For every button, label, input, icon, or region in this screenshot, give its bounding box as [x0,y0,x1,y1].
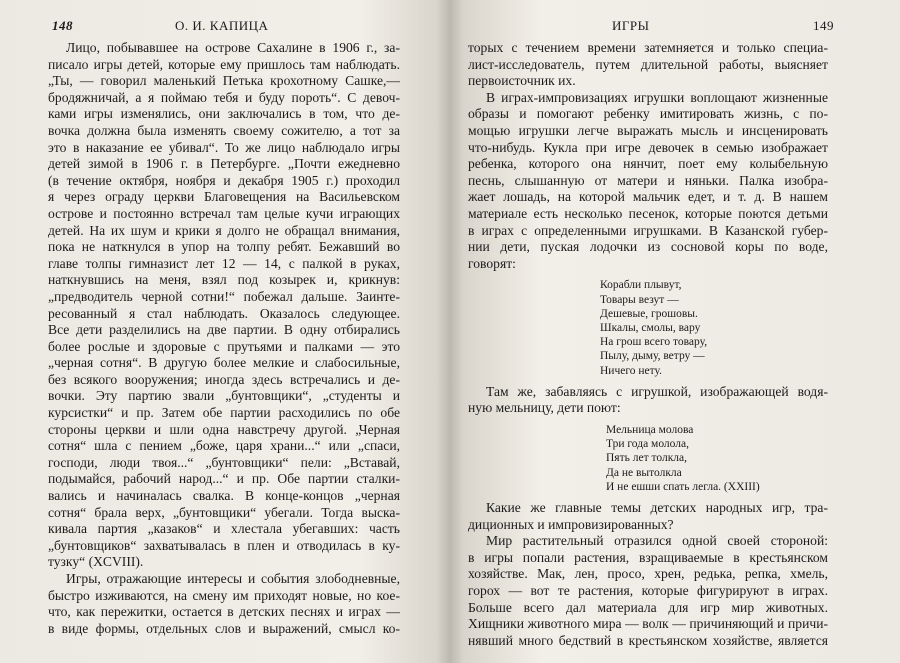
text-block [468,500,828,649]
text-line: пока не наткнулся в упор на толпу ребят. Бежавший во [48,239,400,255]
left-page-header [0,18,440,38]
text-line: образы и помогают ребенку имитировать жизнь, с по- [468,106,828,122]
text-line: детей. На их шум и крики я долго не обращал внимания, [48,222,400,238]
text-line: говорят: [468,255,516,271]
text-line: что, как пережитки, остается в детских песнях и играх — [48,604,400,620]
verse-line: Да не вытолкла [606,466,682,479]
text-line: „бунтовщиков“ захватывалась в плен и отводилась в ку- [48,537,400,553]
right-page-text [468,40,828,649]
text-line: курсистки“ и пр. Затем обе партии расходились по обе [48,405,400,421]
right-page-header [460,18,900,38]
text-line: лист-исследователь, путем длительной работы, выясняет [468,56,828,72]
verse-block [606,423,828,494]
text-line: (в течение октября, ноября и декабря 1905 г.) проходил [48,172,400,188]
text-line: это в наказание ее убивал“. То же лицо наблюдало игры [48,139,400,155]
verse-line: На грош всего товару, [600,336,708,349]
page-number: 148 [52,18,73,33]
page-number: 149 [813,18,834,33]
left-page-text [48,40,400,637]
verse-line: И не ешши спать легла. (XXIII) [606,480,760,493]
text-line: ками игры изменялись, они заключались в том, что де- [48,106,400,122]
text-line: диционных и импровизированных? [468,516,674,532]
running-head: О. И. КАПИЦА [175,18,269,33]
text-line: вочка должна была изменять своему сожителю, а тот за [48,122,400,138]
text-line: сотня“ брала верх, „бунтовщики“ убегали. Тогда выска- [48,504,400,520]
text-line: сотня“ шла с пением „боже, царя храни...“ или „спаси, [48,438,400,454]
verse-block [600,278,828,377]
text-line: нявший много бедствий в крестьянском хозяйстве, является [468,632,828,648]
text-line: тузку“ (XCVIII). [48,554,144,570]
text-line: что-нибудь. Кукла при игре девочек в семью изображает [468,139,828,155]
text-line: Все дети разделились на две партии. В одну отбирались [48,322,400,338]
verse-line: Шкалы, смолы, вару [600,321,701,334]
text-line: материале есть несколько песенок, которые поются детьми [468,205,828,221]
text-line: острове и постоянно встречал там целые кучи играющих [48,205,400,221]
text-block [468,40,828,272]
right-page [460,0,900,663]
text-line: первоисточник их. [468,73,576,89]
text-line: мощью игрушки легче выражать мысль и инсценировать [468,122,828,138]
text-block [468,384,828,417]
verse-line: Ничего нету. [600,364,663,377]
text-line: подымайся, рабочий народ...“ и пр. Обе партии сталки- [48,471,400,487]
text-line: детей зимой в 1906 г. в Петербурге. „Почти ежедневно [48,156,400,172]
text-line: хозяйстве. Мак, лен, просо, хрен, редька, репка, хмель, [468,566,828,582]
text-line: Какие же главные темы детских народных игр, тра- [486,499,828,515]
text-line: стороны церкви и шли одна навстречу другой. „Черная [48,421,400,437]
text-line: Лицо, побывавшее на острове Сахалине в 1906 г., за- [66,40,400,55]
text-line: более рослые и здоровые с прутьями и палками — это [48,338,400,354]
verse-line: Мельница молова [606,423,694,436]
text-line: наткнувшись на меня, взял под козырек и, крикнув: [48,272,400,288]
running-head: ИГРЫ [612,18,650,33]
verse-line: Пять лет толкла, [606,452,687,465]
text-line: горох — вот те растения, которые фигурируют в играх. [468,582,828,598]
verse-line: Товары везут — [600,293,679,306]
text-line: ную мельницу, дети поют: [468,400,621,416]
text-line: вочки. Эту партию звали „бунтовщики“, „студенты и [48,388,400,404]
text-line: Мир растительный отразился одной своей стороной: [486,533,828,549]
verse-line: Три года молола, [606,438,689,451]
text-line: без всякого вооружения; иногда здесь встречались и де- [48,371,400,387]
text-line: бродяжничай, а я поймаю тебя и буду пороть“. С девоч- [48,89,400,105]
text-line: писало игры детей, которые ему пришлось там наблюдать. [48,56,400,72]
text-line: ребенка, которого она нянчит, поет ему колыбельную [468,156,828,172]
text-line: вались и начиналась свалка. В конце-концов „черная [48,488,400,504]
text-line: „предводитель черной сотни!“ побежал дальше. Заинте- [48,288,400,304]
text-line: Игры, отражающие интересы и события злободневные, [66,571,400,586]
left-page [0,0,440,663]
verse-line: Дешевые, грошовы. [600,307,698,320]
verse-line: Пылу, дыму, ветру — [600,350,705,363]
text-line: кивала партия „казаков“ и хлестала убегавших: часть [48,521,400,537]
text-line: Там же, забавляясь с игрушкой, изображающей водя- [486,383,828,399]
text-line: песнь, слышанную от матери и няньки. Палка изобра- [468,172,828,188]
text-line: ресованный я стал наблюдать. Оказалось следующее. [48,305,400,321]
text-line: в виде формы, отдельных слов и выражений, смысл ко- [48,620,400,636]
verse-line: Корабли плывут, [600,279,682,292]
text-line: я через ограду церкви Благовещения на Васильевском [48,189,400,205]
text-line: в игры попали растения, взращиваемые в крестьянском [468,549,828,565]
text-line: Хищники животного мира — волк — причиняющий и причи- [468,616,828,632]
text-line: главе толпы гимназист лет 12 — 14, с палкой в руках, [48,255,400,271]
text-line: жает лошадь, на которой мальчик едет, и т. д. В нашем [468,189,828,205]
text-line: „черная сотня“. В другую более мелкие и слабосильные, [48,355,400,371]
text-line: В играх-импровизациях игрушки воплощают жизненные [486,89,828,105]
text-line: в играх с определенными игрушками. В Казанской губер- [468,222,828,238]
text-line: торых с течением времени затемняется и только специа- [468,40,828,55]
text-line: быстро изживаются, на смену им приходят новые, но кое- [48,587,400,603]
text-line: „Ты, — говорил маленький Петька крохотному Сашке,— [48,73,400,89]
text-line: нии дети, пуская лодочки из сосновой коры по воде, [468,239,828,255]
text-line: Больше всего дал материала для игр мир животных. [468,599,828,615]
text-line: господи, люди твоя...“ „бунтовщики“ пели: „Вставай, [48,454,400,470]
